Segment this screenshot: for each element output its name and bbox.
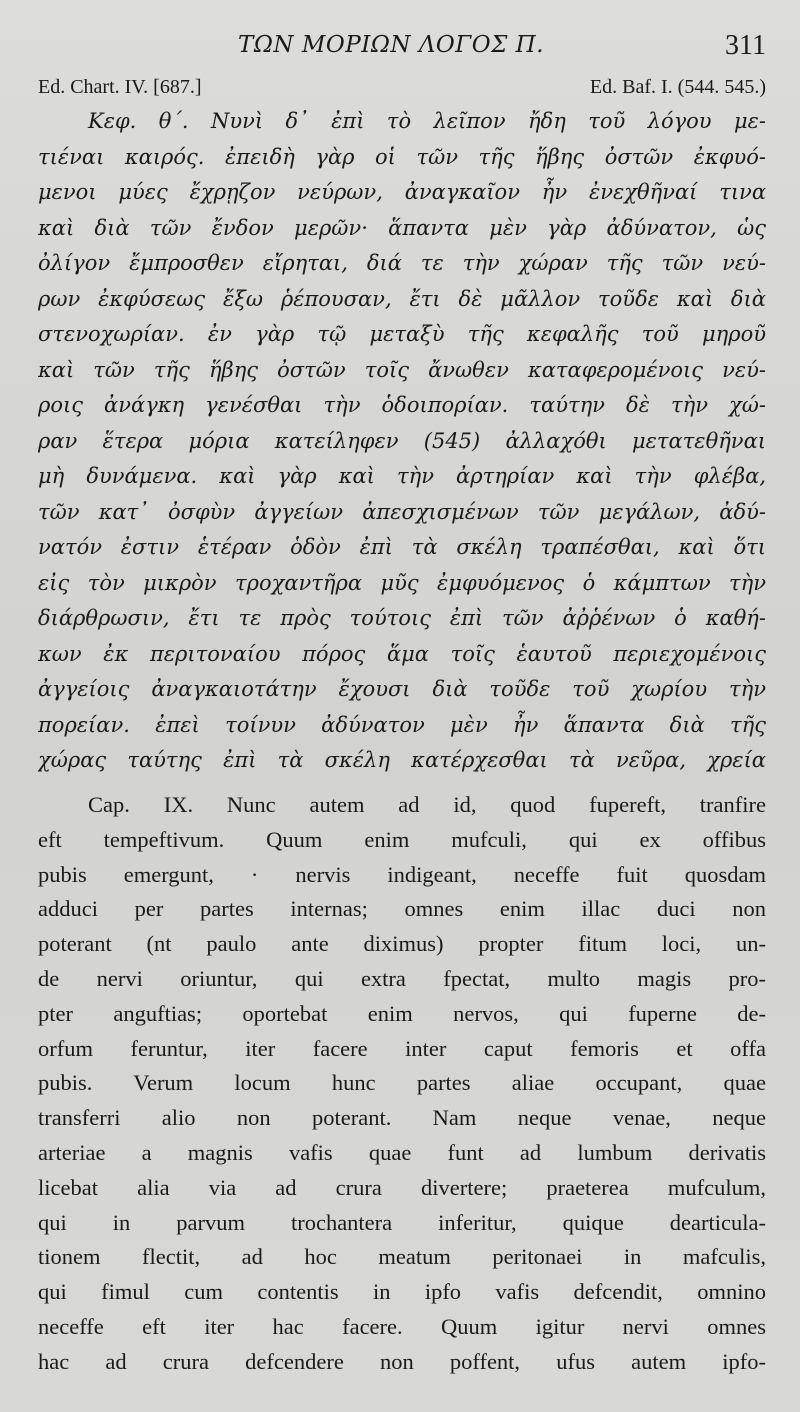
latin-line: poterant (nt paulo ante diximus) propter fitum loci, un- (38, 931, 766, 957)
greek-line: μενοι μύες ἔχρῃζον νεύρων, ἀναγκαῖον ἦν ἐνεχθῆναί τινα (38, 180, 766, 204)
greek-line: τῶν κατ᾽ ὀσφὺν ἀγγείων ἀπεσχισμένων τῶν μεγάλων, ἀδύ- (38, 499, 766, 524)
latin-line: Cap. IX. Nunc autem ad id, quod fupereft, tranfire (88, 792, 766, 817)
latin-line: eft tempeftivum. Quum enim mufculi, qui ex offibus (38, 826, 766, 852)
greek-line: ραν ἕτερα μόρια κατείληφεν (545) ἀλλαχόθι μετατεθῆναι (38, 428, 766, 453)
latin-line: adduci per partes internas; omnes enim illac duci non (38, 896, 766, 922)
greek-line: χώρας ταύτης ἐπὶ τὰ σκέλη κατέρχεσθαι τὰ νεῦρα, χρεία (38, 748, 766, 772)
greek-line: εἰς τὸν μικρὸν τροχαντῆρα μῦς ἐμφυόμενος ὁ κάμπτων τὴν (38, 570, 766, 595)
greek-line: καὶ τῶν τῆς ἥβης ὀστῶν τοῖς ἄνωθεν καταφερομένοις νεύ- (38, 357, 766, 382)
latin-line: licebat alia via ad crura divertere; praeterea mufculum, (38, 1174, 766, 1200)
latin-line: orfum feruntur, iter facere inter caput femoris et offa (38, 1035, 766, 1061)
greek-line: καὶ διὰ τῶν ἔνδον μερῶν· ἅπαντα μὲν γὰρ ἀδύνατον, ὡς (38, 215, 766, 240)
greek-line: ὀλίγον ἔμπροσθεν εἴρηται, διά τε τὴν χώραν τῆς τῶν νεύ- (38, 251, 766, 275)
running-title: ΤΩΝ ΜΟΡΙΩΝ ΛΟΓΟΣ Π. (238, 32, 545, 58)
greek-text-block (38, 104, 766, 779)
greek-line: κων ἐκ περιτοναίου πόρος ἅμα τοῖς ἑαυτοῦ περιεχομένοις (38, 641, 766, 666)
greek-line: ροις ἀνάγκη γενέσθαι τὴν ὁδοιπορίαν. ταύτην δὲ τὴν χώ- (38, 393, 766, 417)
latin-line: neceffe eft iter hac facere. Quum igitur nervi omnes (38, 1313, 766, 1339)
greek-line: νατόν ἐστιν ἑτέραν ὁδὸν ἐπὶ τὰ σκέλη τραπέσθαι, καὶ ὅτι (38, 535, 766, 559)
greek-line: Κεφ. θ΄. Νυνὶ δ᾽ ἐπὶ τὸ λεῖπον ἤδη τοῦ λόγου με- (88, 109, 766, 133)
latin-line: hac ad crura defcendere non poffent, ufus autem ipfo- (38, 1348, 766, 1374)
greek-line: ρων ἐκφύσεως ἔξω ῥέπουσαν, ἔτι δὲ μᾶλλον τοῦδε καὶ διὰ (38, 286, 766, 311)
greek-line: διάρθρωσιν, ἔτι τε πρὸς τούτοις ἐπὶ τῶν ἀῤῥένων ὁ καθή- (38, 606, 766, 630)
latin-line: pubis emergunt, · nervis indigeant, neceffe fuit quosdam (38, 861, 766, 887)
latin-text-block (38, 788, 766, 1380)
greek-line: μὴ δυνάμενα. καὶ γὰρ καὶ τὴν ἀρτηρίαν καὶ τὴν φλέβα, (38, 464, 766, 488)
latin-line: transferri alio non poterant. Nam neque venae, neque (38, 1105, 766, 1131)
latin-line: de nervi oriuntur, qui extra fpectat, multo magis pro- (38, 965, 766, 991)
greek-line: ἀγγείοις ἀναγκαιοτάτην ἔχουσι διὰ τοῦδε τοῦ χωρίου τὴν (38, 677, 766, 701)
latin-line: qui fimul cum contentis in ipfo vafis defcendit, omnino (38, 1279, 766, 1305)
greek-line: τιέναι καιρός. ἐπειδὴ γὰρ οἱ τῶν τῆς ἥβης ὀστῶν ἐκφυό- (38, 144, 766, 169)
latin-line: qui in parvum trochantera inferitur, quique dearticula- (38, 1209, 766, 1235)
edition-chart-reference: Ed. Chart. IV. [687.] (38, 76, 202, 98)
edition-basel-reference: Ed. Baf. I. (544. 545.) (589, 76, 766, 98)
latin-line: arteriae a magnis vafis quae funt ad lumbum derivatis (38, 1139, 766, 1165)
greek-line: πορείαν. ἐπεὶ τοίνυν ἀδύνατον μὲν ἦν ἅπαντα διὰ τῆς (38, 712, 766, 737)
greek-line: στενοχωρίαν. ἐν γὰρ τῷ μεταξὺ τῆς κεφαλῆς τοῦ μηροῦ (38, 322, 766, 346)
latin-line: tionem flectit, ad hoc meatum peritonaei in mafculis, (38, 1244, 766, 1270)
latin-line: pter anguftias; oportebat enim nervos, qui fuperne de- (38, 1000, 766, 1026)
page-number: 311 (725, 30, 766, 61)
latin-line: pubis. Verum locum hunc partes aliae occupant, quae (38, 1070, 766, 1096)
page-header (0, 28, 800, 68)
edition-references (0, 76, 800, 106)
